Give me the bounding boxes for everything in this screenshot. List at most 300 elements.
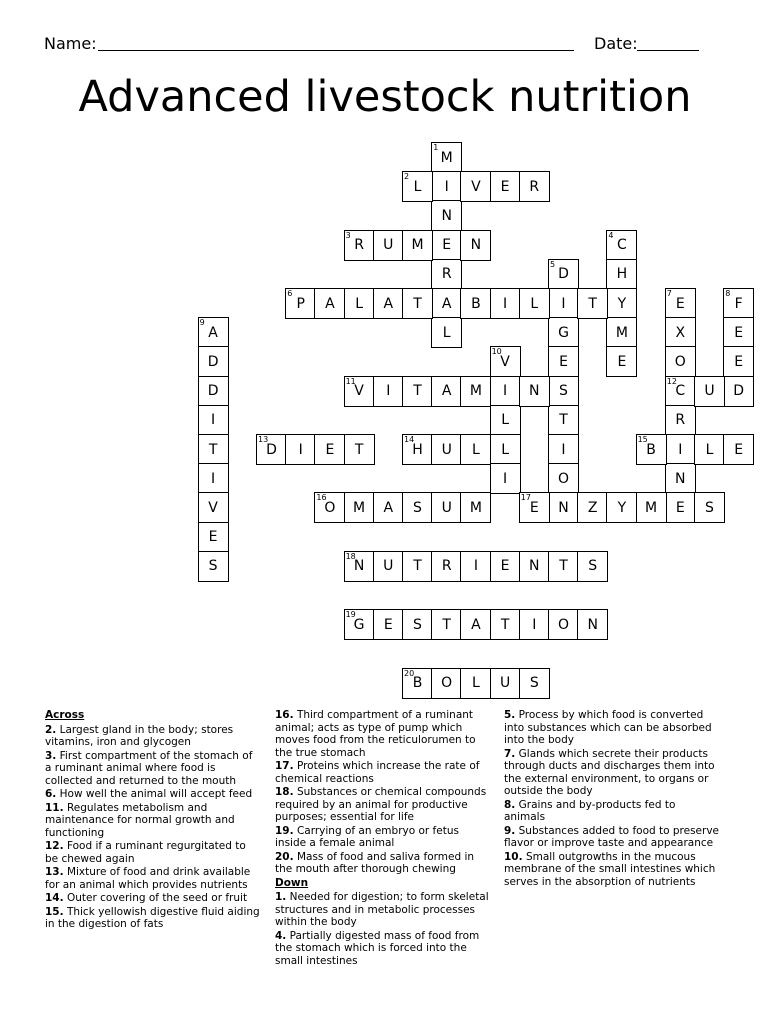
grid-cell[interactable] <box>198 376 229 407</box>
cell-letter: I <box>211 412 216 429</box>
cell-letter: M <box>645 499 658 516</box>
clue-item <box>504 851 719 889</box>
clue-item-text: Substances or chemical compounds required by an animal for productive purposes; essential for life <box>275 786 487 823</box>
grid-cell[interactable] <box>636 492 667 523</box>
cell-letter: I <box>444 178 449 195</box>
grid-cell[interactable] <box>431 230 462 261</box>
grid-cell[interactable] <box>402 376 433 407</box>
clue-number: 3 <box>345 230 351 240</box>
cell-letter: E <box>559 353 568 370</box>
grid-cell[interactable] <box>665 288 696 319</box>
clue-heading: Across <box>45 709 85 721</box>
grid-cell[interactable] <box>490 434 521 465</box>
cell-letter: I <box>561 295 566 312</box>
grid-cell[interactable] <box>606 317 637 348</box>
clue-item-number: 17. <box>275 760 294 772</box>
grid-cell[interactable] <box>431 492 462 523</box>
grid-cell[interactable] <box>723 434 754 465</box>
page-title: Advanced livestock nutrition <box>78 72 692 122</box>
clue-number: 16 <box>316 493 327 503</box>
clue-number: 5 <box>550 259 556 269</box>
cell-letter: S <box>413 499 422 516</box>
clue-item-text: Largest gland in the body; stores vitamins, iron and glycogen <box>45 723 234 748</box>
cell-letter: N <box>353 558 365 575</box>
grid-cell[interactable] <box>665 492 696 523</box>
grid-cell[interactable] <box>198 434 229 465</box>
grid-cell[interactable] <box>314 288 345 319</box>
cell-letter: N <box>441 207 452 224</box>
grid-cell[interactable] <box>548 288 579 319</box>
cell-letter: O <box>557 470 570 487</box>
cell-letter: E <box>734 441 744 458</box>
clue-number: 13 <box>258 435 269 444</box>
grid-cell[interactable] <box>548 434 579 465</box>
clue-number: 9 <box>199 318 205 328</box>
cell-letter: D <box>207 353 219 370</box>
cell-letter: N <box>675 470 686 487</box>
grid-cell[interactable] <box>519 551 550 582</box>
cell-letter: D <box>266 441 277 458</box>
cell-letter: A <box>471 616 481 633</box>
clue-number: 14 <box>404 435 415 444</box>
grid-cell[interactable] <box>665 434 696 465</box>
cell-letter: U <box>441 499 452 516</box>
date-label: Date: <box>594 34 638 53</box>
cell-letter: O <box>324 499 336 516</box>
cell-letter: D <box>207 383 219 400</box>
grid-cell[interactable] <box>402 288 433 319</box>
cell-letter: E <box>675 499 685 516</box>
grid-cell[interactable] <box>431 200 462 231</box>
cell-letter: L <box>530 295 539 312</box>
cell-letter: R <box>441 266 452 283</box>
cell-letter: E <box>675 295 685 312</box>
clue-number: 12 <box>666 376 677 386</box>
grid-cell[interactable] <box>344 551 375 582</box>
cell-letter: I <box>473 558 478 575</box>
grid-cell[interactable] <box>665 346 696 377</box>
clue-item-number: 7. <box>504 747 516 760</box>
clue-item <box>45 802 260 840</box>
clue-item <box>275 825 490 850</box>
cell-letter: B <box>646 441 656 458</box>
clue-item-text: Thick yellowish digestive fluid aiding in the digestion of fats <box>45 905 260 930</box>
cell-letter: S <box>559 383 568 400</box>
cell-letter: A <box>383 295 394 312</box>
grid-cell[interactable] <box>548 317 579 348</box>
grid-cell[interactable] <box>490 463 521 494</box>
cell-letter: L <box>355 295 363 312</box>
grid-cell[interactable] <box>460 668 491 699</box>
clue-item-text: Food if a ruminant regurgitated to be chewed again <box>45 840 246 865</box>
clue-item-number: 6. <box>45 788 57 800</box>
clue-number: 7 <box>666 289 672 298</box>
cell-letter: O <box>557 616 570 633</box>
cell-letter: V <box>208 499 218 516</box>
clue-item-number: 10. <box>504 850 523 863</box>
cell-letter: S <box>588 558 598 575</box>
clue-item-text: First compartment of the stomach of a ruminant animal where food is collected and returned to the mouth <box>45 749 253 787</box>
grid-cell[interactable] <box>198 551 229 582</box>
grid-cell[interactable] <box>402 551 433 582</box>
cell-letter: Y <box>617 499 627 516</box>
grid-cell[interactable] <box>548 346 579 377</box>
cell-letter: C <box>675 383 686 400</box>
cell-letter: S <box>413 616 422 633</box>
grid-cell[interactable] <box>723 346 754 377</box>
cell-letter: R <box>354 237 364 254</box>
grid-cell[interactable] <box>198 317 229 348</box>
clue-item <box>275 930 490 968</box>
cell-letter: E <box>442 237 452 254</box>
cell-letter: L <box>471 441 480 458</box>
grid-cell[interactable] <box>431 317 462 348</box>
grid-cell[interactable] <box>198 522 229 553</box>
clue-item-text: Third compartment of a ruminant animal; acts as type of pump which moves food from the reticulorumen to the true stomach <box>275 709 476 759</box>
grid-cell[interactable] <box>402 668 433 699</box>
grid-cell[interactable] <box>548 463 579 494</box>
cell-letter: E <box>500 558 510 575</box>
cell-letter: E <box>734 353 744 370</box>
cell-letter: E <box>383 616 393 633</box>
grid-cell[interactable] <box>198 346 229 377</box>
clue-item-text: Proteins which increase the rate of chemical reactions <box>275 760 480 785</box>
clue-number: 10 <box>491 347 502 357</box>
clue-item <box>504 825 719 850</box>
clue-item-text: Partially digested mass of food from the stomach which is forced into the small intestines <box>275 929 480 967</box>
grid-cell[interactable] <box>490 405 521 436</box>
grid-cell[interactable] <box>402 171 433 202</box>
clue-number: 6 <box>287 289 293 298</box>
grid-cell[interactable] <box>256 434 287 465</box>
grid-cell[interactable] <box>402 434 433 465</box>
cell-letter: L <box>501 412 509 429</box>
cell-letter: M <box>615 324 628 341</box>
clue-item-number: 20. <box>275 850 294 863</box>
clue-number: 8 <box>725 289 731 298</box>
clue-item <box>45 866 260 891</box>
grid-cell[interactable] <box>285 288 316 319</box>
cell-letter: T <box>559 412 568 429</box>
cell-letter: T <box>354 441 364 458</box>
grid-cell[interactable] <box>548 405 579 436</box>
clue-number: 17 <box>520 493 531 503</box>
cell-letter: N <box>587 616 598 633</box>
grid-cell[interactable] <box>548 609 579 640</box>
cell-letter: U <box>441 441 452 458</box>
cell-letter: P <box>296 295 305 312</box>
cell-letter: U <box>383 237 394 254</box>
grid-cell[interactable] <box>519 492 550 523</box>
clue-item-number: 14. <box>45 892 64 904</box>
grid-cell[interactable] <box>460 609 491 640</box>
grid-cell[interactable] <box>344 376 375 407</box>
cell-letter: L <box>501 441 509 458</box>
cell-letter: N <box>529 383 540 400</box>
grid-cell[interactable] <box>431 142 462 173</box>
grid-cell[interactable] <box>606 346 637 377</box>
cell-letter: E <box>529 499 539 516</box>
cell-letter: L <box>442 324 451 341</box>
grid-cell[interactable] <box>577 288 608 319</box>
grid-cell[interactable] <box>665 376 696 407</box>
grid-cell[interactable] <box>636 434 667 465</box>
grid-cell[interactable] <box>460 551 491 582</box>
grid-cell[interactable] <box>490 288 521 319</box>
grid-cell[interactable] <box>577 492 608 523</box>
clue-item-text: Process by which food is converted into substances which can be absorbed into the body <box>504 709 712 746</box>
cell-letter: G <box>353 616 365 633</box>
grid-cell[interactable] <box>490 551 521 582</box>
grid-cell[interactable] <box>460 492 491 523</box>
cell-letter: H <box>616 266 628 283</box>
clue-number: 15 <box>637 435 648 444</box>
grid-cell[interactable] <box>665 317 696 348</box>
cell-letter: T <box>500 616 510 633</box>
cell-letter: B <box>412 675 423 692</box>
clue-number: 2 <box>404 172 410 182</box>
grid-cell[interactable] <box>519 609 550 640</box>
grid-cell[interactable] <box>490 668 521 699</box>
clue-item <box>45 750 260 788</box>
clue-item-text: Mixture of food and drink available for an animal which provides nutrients <box>45 866 251 891</box>
cell-letter: O <box>441 675 453 692</box>
grid-cell[interactable] <box>723 376 754 407</box>
cell-letter: S <box>705 499 714 516</box>
clue-item-number: 12. <box>45 840 64 852</box>
cell-letter: I <box>532 616 537 633</box>
cell-letter: R <box>529 178 540 195</box>
grid-cell[interactable] <box>460 230 491 261</box>
cell-letter: I <box>503 383 508 400</box>
cell-letter: A <box>441 295 452 312</box>
grid-cell[interactable] <box>577 609 608 640</box>
grid-cell[interactable] <box>198 492 229 523</box>
clue-item <box>45 840 260 865</box>
grid-cell[interactable] <box>519 376 550 407</box>
grid-cell[interactable] <box>373 551 404 582</box>
cell-letter: T <box>413 558 422 575</box>
grid-cell[interactable] <box>723 288 754 319</box>
cell-letter: M <box>469 499 482 516</box>
cell-letter: T <box>588 295 597 312</box>
cell-letter: S <box>208 558 218 575</box>
grid-cell[interactable] <box>431 609 462 640</box>
grid-cell[interactable] <box>198 405 229 436</box>
grid-cell[interactable] <box>402 230 433 261</box>
cell-letter: T <box>413 383 422 400</box>
clue-item-text: Small outgrowths in the mucous membrane of the small intestines which serves in the absorption of nutrients <box>504 850 716 888</box>
name-label: Name: <box>44 34 97 53</box>
grid-cell[interactable] <box>198 463 229 494</box>
cell-letter: R <box>441 558 452 575</box>
clue-item <box>45 906 260 931</box>
grid-cell[interactable] <box>285 434 316 465</box>
grid-cell[interactable] <box>694 492 725 523</box>
grid-cell[interactable] <box>460 288 491 319</box>
cell-letter: L <box>413 178 422 195</box>
grid-cell[interactable] <box>344 230 375 261</box>
cell-letter: A <box>441 383 452 400</box>
cell-letter: Z <box>587 499 598 516</box>
grid-cell[interactable] <box>548 259 579 290</box>
cell-letter: X <box>675 324 686 341</box>
clue-item <box>504 748 719 798</box>
cell-letter: M <box>411 237 424 254</box>
cell-letter: D <box>733 383 745 400</box>
cell-letter: E <box>325 441 335 458</box>
clue-item-number: 11. <box>45 801 64 814</box>
clue-number: 20 <box>404 668 415 678</box>
clue-item-number: 15. <box>45 905 64 918</box>
clue-item <box>45 788 260 801</box>
grid-cell[interactable] <box>606 230 637 261</box>
grid-cell[interactable] <box>606 492 637 523</box>
clue-item-text: Mass of food and saliva formed in the mouth after thorough chewing <box>275 850 475 875</box>
cell-letter: T <box>559 558 568 575</box>
clue-item-number: 19. <box>275 824 294 837</box>
grid-cell[interactable] <box>344 609 375 640</box>
cell-letter: N <box>558 499 569 516</box>
grid-cell[interactable] <box>519 288 550 319</box>
cell-letter: E <box>734 324 744 341</box>
cell-letter: I <box>678 441 683 458</box>
grid-cell[interactable] <box>519 668 550 699</box>
clue-item <box>275 786 490 824</box>
clue-item-text: Needed for digestion; to form skeletal structures and in metabolic processes within the body <box>275 891 489 928</box>
grid-cell[interactable] <box>548 376 579 407</box>
grid-cell[interactable] <box>548 551 579 582</box>
cell-letter: H <box>412 441 423 458</box>
grid-cell[interactable] <box>490 346 521 377</box>
grid-cell[interactable] <box>490 609 521 640</box>
grid-cell[interactable] <box>344 492 375 523</box>
grid-cell[interactable] <box>344 288 375 319</box>
clue-item <box>275 760 490 785</box>
clue-column-1 <box>45 709 260 932</box>
grid-cell[interactable] <box>723 317 754 348</box>
cell-letter: D <box>558 266 569 283</box>
clue-item-number: 4. <box>275 929 287 942</box>
grid-cell[interactable] <box>402 492 433 523</box>
grid-cell[interactable] <box>460 376 491 407</box>
cell-letter: V <box>471 178 481 195</box>
clue-item-number: 3. <box>45 749 57 762</box>
clue-column-2 <box>275 709 490 968</box>
cell-letter: L <box>471 675 480 692</box>
cell-letter: I <box>503 470 508 487</box>
clue-item-text: Regulates metabolism and maintenance for normal growth and functioning <box>45 801 235 839</box>
grid-cell[interactable] <box>314 434 345 465</box>
clue-item-text: Substances added to food to preserve flavor or improve taste and appearance <box>504 824 720 849</box>
cell-letter: V <box>500 353 510 370</box>
grid-cell[interactable] <box>373 492 404 523</box>
cell-letter: T <box>208 441 218 458</box>
clue-item-text: Carrying of an embryo or fetus inside a female animal <box>275 824 459 849</box>
cell-letter: N <box>470 237 482 254</box>
cell-letter: L <box>705 441 714 458</box>
clue-item <box>45 892 260 905</box>
grid-cell[interactable] <box>548 492 579 523</box>
grid-cell[interactable] <box>490 171 521 202</box>
cell-letter: V <box>354 383 364 400</box>
grid-cell[interactable] <box>665 463 696 494</box>
grid-cell[interactable] <box>373 230 404 261</box>
cell-letter: E <box>617 353 627 370</box>
clue-item-number: 1. <box>275 891 287 903</box>
grid-cell[interactable] <box>460 434 491 465</box>
grid-cell[interactable] <box>577 551 608 582</box>
cell-letter: A <box>208 324 218 341</box>
cell-letter: E <box>208 529 218 546</box>
clue-item-number: 18. <box>275 786 294 798</box>
grid-cell[interactable] <box>606 288 637 319</box>
grid-cell[interactable] <box>431 288 462 319</box>
clue-number: 18 <box>345 551 356 561</box>
cell-letter: O <box>674 353 686 370</box>
grid-cell[interactable] <box>606 259 637 290</box>
cell-letter: I <box>386 383 391 400</box>
cell-letter: I <box>211 470 216 487</box>
cell-letter: Y <box>617 295 627 312</box>
cell-letter: U <box>704 383 715 400</box>
grid-cell[interactable] <box>431 551 462 582</box>
clue-item-number: 16. <box>275 709 294 721</box>
clue-item <box>504 709 719 747</box>
clue-number: 11 <box>345 376 356 386</box>
clue-heading: Down <box>275 876 309 889</box>
cell-letter: N <box>529 558 540 575</box>
clue-item <box>275 851 490 876</box>
grid-cell[interactable] <box>694 434 725 465</box>
cell-letter: T <box>442 616 451 633</box>
grid-cell[interactable] <box>490 376 521 407</box>
grid-cell[interactable] <box>431 171 462 202</box>
grid-cell[interactable] <box>431 376 462 407</box>
grid-cell[interactable] <box>665 405 696 436</box>
grid-cell[interactable] <box>431 668 462 699</box>
clue-number: 19 <box>345 610 356 620</box>
grid-cell[interactable] <box>431 259 462 290</box>
grid-cell[interactable] <box>344 434 375 465</box>
clue-item <box>504 799 719 824</box>
cell-letter: U <box>499 675 511 692</box>
clue-item-text: Grains and by-products fed to animals <box>504 798 676 823</box>
cell-letter: B <box>471 295 481 312</box>
cell-letter: C <box>617 237 627 254</box>
grid-cell[interactable] <box>694 376 725 407</box>
clue-item-number: 9. <box>504 824 516 837</box>
cell-letter: S <box>529 675 539 692</box>
clue-item-text: Glands which secrete their products through ducts and discharges them into the external environment, to organs or outside the body <box>504 747 715 797</box>
cell-letter: I <box>503 295 508 312</box>
clue-item <box>45 724 260 749</box>
cell-letter: I <box>561 441 566 458</box>
clue-item-number: 2. <box>45 723 57 736</box>
grid-cell[interactable] <box>431 434 462 465</box>
grid-cell[interactable] <box>314 492 345 523</box>
grid-cell[interactable] <box>373 609 404 640</box>
grid-cell[interactable] <box>460 171 491 202</box>
grid-cell[interactable] <box>402 609 433 640</box>
cell-letter: M <box>353 499 366 516</box>
clue-number: 1 <box>433 143 439 152</box>
grid-cell[interactable] <box>373 376 404 407</box>
grid-cell[interactable] <box>373 288 404 319</box>
cell-letter: T <box>413 295 422 312</box>
clue-item-number: 13. <box>45 866 64 878</box>
grid-cell[interactable] <box>519 171 550 202</box>
